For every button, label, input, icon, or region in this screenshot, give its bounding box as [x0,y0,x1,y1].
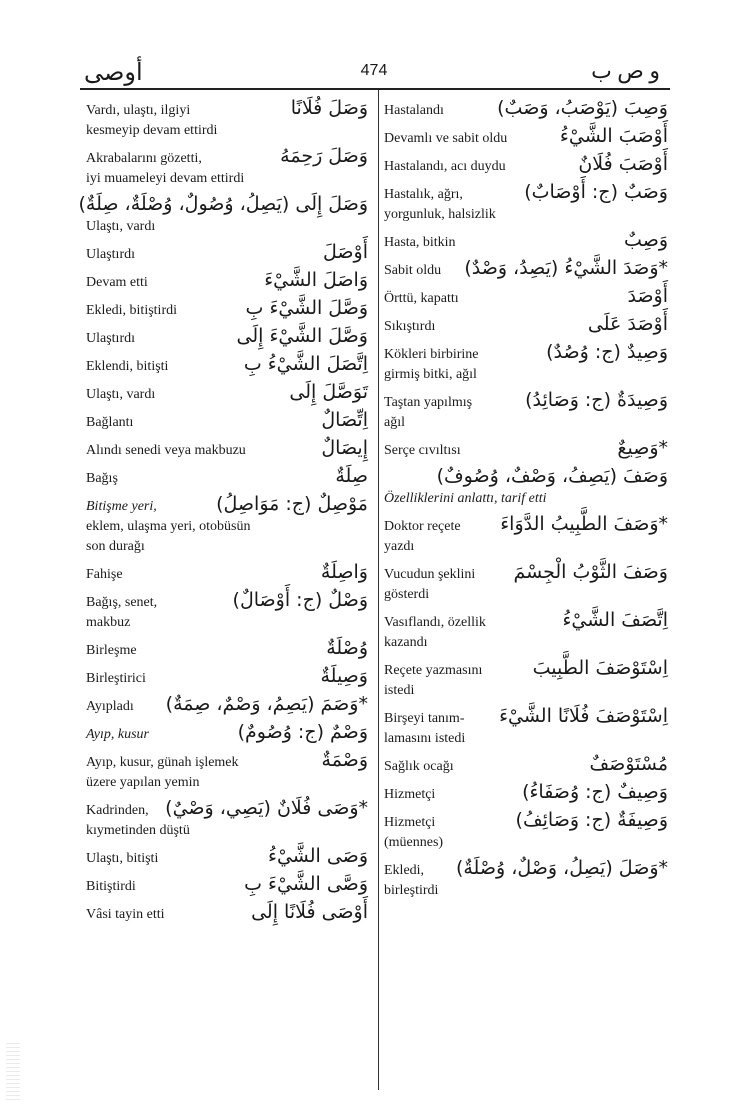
entry-translation: Sıkıştırdı [384,319,436,334]
entry-arabic-headword: صِلَةٌ [335,465,368,487]
dictionary-entry [86,378,368,406]
entry-arabic-headword: *وَصَلَ (يَصِلُ، وَصْلٌ، وُصْلَةٌ) [455,857,668,879]
entry-translation-continued: istedi [384,683,415,698]
entry-translation: Vâsi tayin etti [86,907,165,922]
dictionary-entry [384,94,668,122]
dictionary-entry [86,746,368,794]
entry-translation-continued: birleştirdi [384,883,439,898]
entry-arabic-headword: وَصَّلَ الشَّيْءَ بِ [245,297,368,319]
entry-arabic-headword: إِيصَالٌ [321,437,368,459]
dictionary-entry [86,462,368,490]
entry-translation-continued: iyi muameleyi devam ettirdi [86,171,245,186]
dictionary-entry [384,558,668,606]
dictionary-entry [384,606,668,654]
entry-translation: Hastalandı [384,103,444,118]
dictionary-entry [384,178,668,226]
dictionary-entry [384,854,668,902]
entry-translation-continued: eklem, ulaşma yeri, otobüsün [86,519,251,534]
entry-arabic-headword: وَصِيفٌ (ج: وُصَفَاءُ) [522,781,668,803]
dictionary-entry [384,282,668,310]
dictionary-entry [86,690,368,718]
dictionary-entry [384,310,668,338]
entry-translation: Ulaştı, bitişti [86,851,159,866]
dictionary-entry [86,406,368,434]
page-number: 474 [360,62,388,79]
entry-translation: Vardı, ulaştı, ilgiyi [86,103,191,118]
entry-translation: Devam etti [86,275,148,290]
dictionary-entry [86,634,368,662]
entry-translation: Hasta, bitkin [384,235,456,250]
entry-translation: Bağış, senet, [86,595,158,610]
entry-arabic-headword: مَوْصِلٌ (ج: مَوَاصِلُ) [216,493,368,515]
entry-translation: Bağlantı [86,415,134,430]
entry-translation: Ulaştırdı [86,247,135,262]
entry-translation: Hizmetçi [384,787,436,802]
entry-arabic-headword: تَوَصَّلَ إِلَى [289,381,368,403]
dictionary-entry [384,654,668,702]
entry-arabic-headword: اِسْتَوْصَفَ الطَّبِيبَ [532,657,668,679]
entry-translation-continued: gösterdi [384,587,430,602]
dictionary-entry [86,842,368,870]
dictionary-entry [384,150,668,178]
entry-translation-continued: yazdı [384,539,415,554]
entry-translation-continued: kesmeyip devam ettirdi [86,123,218,138]
entry-translation: Örttü, kapattı [384,291,459,306]
entry-arabic-headword: أَوْصَدَ عَلَى [587,313,668,335]
entry-arabic-headword: وَصَلَ إِلَى (يَصِلُ، وُصُولٌ، وُصْلَةٌ، صِلَةٌ) [78,193,368,215]
dictionary-entry [86,294,368,322]
scan-edge-noise [6,1040,20,1100]
dictionary-entry [384,434,668,462]
entry-arabic-headword: وَصَفَ الثَّوْبُ الْجِسْمَ [513,561,668,583]
entry-translation-continued: kıymetinden düştü [86,823,190,838]
dictionary-entry [384,386,668,434]
entry-arabic-headword: وَاصَلَ الشَّيْءَ [264,269,368,291]
entry-translation: Kökleri birbirine [384,347,479,362]
entry-translation: Birşeyi tanım- [384,711,465,726]
dictionary-entry [86,94,368,142]
entry-translation-continued: Ulaştı, vardı [86,219,156,234]
dictionary-entry [384,702,668,750]
entry-arabic-headword: أَوْصَلَ [323,241,368,263]
entry-translation-continued: (müennes) [384,835,444,850]
entry-arabic-headword: *وَصَى فُلَانٌ (يَصِي، وَصْيٌ) [165,797,368,819]
column-divider [378,90,379,1090]
entry-translation: Ayıpladı [86,699,134,714]
dictionary-entry [384,122,668,150]
entry-arabic-headword: اِتَّصَفَ الشَّيْءُ [562,609,668,631]
entry-translation-continued: son durağı [86,539,145,554]
entry-arabic-headword: أَوْصَدَ [627,285,668,307]
entry-arabic-headword: وَصَى الشَّيْءُ [268,845,368,867]
entry-arabic-headword: اِتِّصَالٌ [321,409,368,431]
entry-translation: Alındı senedi veya makbuzu [86,443,246,458]
entry-arabic-headword: وَصِيفَةٌ (ج: وَصَائِفُ) [515,809,668,831]
entry-arabic-headword: وُصْلَةٌ [326,637,368,659]
entry-translation: Ayıp, kusur, günah işlemek [86,755,239,770]
entry-translation-continued: lamasını istedi [384,731,466,746]
entry-arabic-headword: وَصَّى الشَّيْءَ بِ [244,873,368,895]
entry-translation-continued: girmiş bitki, ağıl [384,367,477,382]
header-guide-word: أوصى [84,60,143,86]
entry-translation: Hizmetçi [384,815,436,830]
dictionary-entry [86,490,368,558]
dictionary-entry [86,558,368,586]
entry-arabic-headword: مُسْتَوْصَفٌ [589,753,668,775]
entry-translation: Ayıp, kusur [86,727,149,742]
entry-arabic-headword: وَصْمٌ (ج: وُصُومٌ) [237,721,368,743]
dictionary-entry [384,778,668,806]
entry-translation: Vucudun şeklini [384,567,476,582]
entry-arabic-headword: *وَصَفَ الطَّبِيبُ الدَّوَاءَ [500,513,668,535]
entry-translation: Bitiştirdi [86,879,136,894]
entry-translation: Kadrinden, [86,803,149,818]
dictionary-entry [384,254,668,282]
dictionary-entry [86,322,368,350]
dictionary-entry [86,794,368,842]
entry-translation: Ekledi, [384,863,425,878]
entry-arabic-headword: وَصِبَ (يَوْصَبُ، وَصَبٌ) [497,97,668,119]
right-column [384,94,668,902]
entry-arabic-headword: وَصَفَ (يَصِفُ، وَصْفٌ، وُصُوفٌ) [436,465,668,487]
entry-arabic-headword: وَصِيدٌ (ج: وُصُدٌ) [546,341,668,363]
header-rule [80,88,670,90]
entry-translation: Birleşme [86,643,137,658]
entry-arabic-headword: أَوْصَبَ فُلَانٌ [578,153,668,175]
entry-translation-continued: makbuz [86,615,131,630]
dictionary-entry [86,266,368,294]
entry-translation: Reçete yazmasını [384,663,483,678]
dictionary-entry [86,870,368,898]
entry-translation-continued: ağıl [384,415,405,430]
dictionary-entry [384,338,668,386]
entry-translation-continued: Özelliklerini anlattı, tarif etti [384,491,547,506]
entry-translation-continued: üzere yapılan yemin [86,775,200,790]
entry-arabic-headword: وَصْلٌ (ج: أَوْصَالٌ) [232,589,368,611]
dictionary-entry [384,462,668,510]
entry-translation: Sabit oldu [384,263,442,278]
entry-translation-continued: kazandı [384,635,428,650]
entry-arabic-headword: أَوْصَبَ الشَّيْءُ [559,125,668,147]
entry-translation: Devamlı ve sabit oldu [384,131,508,146]
entry-translation: Fahişe [86,567,123,582]
entry-translation: Bağış [86,471,118,486]
dictionary-entry [384,806,668,854]
entry-translation-continued: yorgunluk, halsizlik [384,207,496,222]
dictionary-entry [384,226,668,254]
entry-arabic-headword: وَاصِلَةٌ [320,561,368,583]
entry-arabic-headword: وَصَّلَ الشَّيْءَ إِلَى [236,325,368,347]
entry-translation: Ulaştı, vardı [86,387,156,402]
dictionary-entry [86,898,368,926]
dictionary-entry [384,750,668,778]
dictionary-entry [86,350,368,378]
dictionary-entry [78,190,368,238]
entry-translation: Ulaştırdı [86,331,135,346]
dictionary-entry [86,142,368,190]
entry-arabic-headword: وَصَلَ فُلَانًا [290,97,368,119]
entry-translation: Bitişme yeri, [86,499,157,514]
entry-translation: Taştan yapılmış [384,395,473,410]
entry-translation: Doktor reçete [384,519,461,534]
header-root-letters: و ص ب [591,58,660,83]
entry-arabic-headword: *وَصَدَ الشَّيْءُ (يَصِدُ، وَصْدٌ) [464,257,668,279]
entry-arabic-headword: *وَصِيعٌ [617,437,668,459]
dictionary-entry [86,718,368,746]
entry-translation: Hastalık, ağrı, [384,187,463,202]
entry-arabic-headword: وَصِبٌ [624,229,668,251]
entry-translation: Serçe cıvıltısı [384,443,461,458]
entry-translation: Hastalandı, acı duydu [384,159,506,174]
entry-arabic-headword: وَصَلَ رَحِمَهُ [280,145,368,167]
entry-translation: Vasıflandı, özellik [384,615,486,630]
left-column [78,94,368,926]
entry-translation: Birleştirici [86,671,146,686]
entry-translation: Eklendi, bitişti [86,359,169,374]
dictionary-entry [384,510,668,558]
dictionary-entry [86,434,368,462]
entry-arabic-headword: *وَصَمَ (يَصِمُ، وَصْمٌ، صِمَةٌ) [165,693,368,715]
entry-arabic-headword: وَصَبٌ (ج: أَوْصَابٌ) [524,181,668,203]
entry-arabic-headword: وَصِيدَةٌ (ج: وَصَائِدُ) [525,389,668,411]
entry-arabic-headword: اِتَّصَلَ الشَّيْءُ بِ [243,353,368,375]
entry-arabic-headword: اِسْتَوْصَفَ فُلَانًا الشَّيْءَ [499,705,668,727]
page-header [80,58,668,88]
entry-translation: Sağlık ocağı [384,759,454,774]
entry-translation: Ekledi, bitiştirdi [86,303,177,318]
entry-translation: Akrabalarını gözetti, [86,151,202,166]
entry-arabic-headword: وَصِيلَةٌ [320,665,368,687]
dictionary-entry [86,662,368,690]
entry-arabic-headword: أَوْصَى فُلَانًا إِلَى [251,901,368,923]
entry-arabic-headword: وَصْمَةٌ [321,749,368,771]
dictionary-entry [86,586,368,634]
dictionary-entry [86,238,368,266]
